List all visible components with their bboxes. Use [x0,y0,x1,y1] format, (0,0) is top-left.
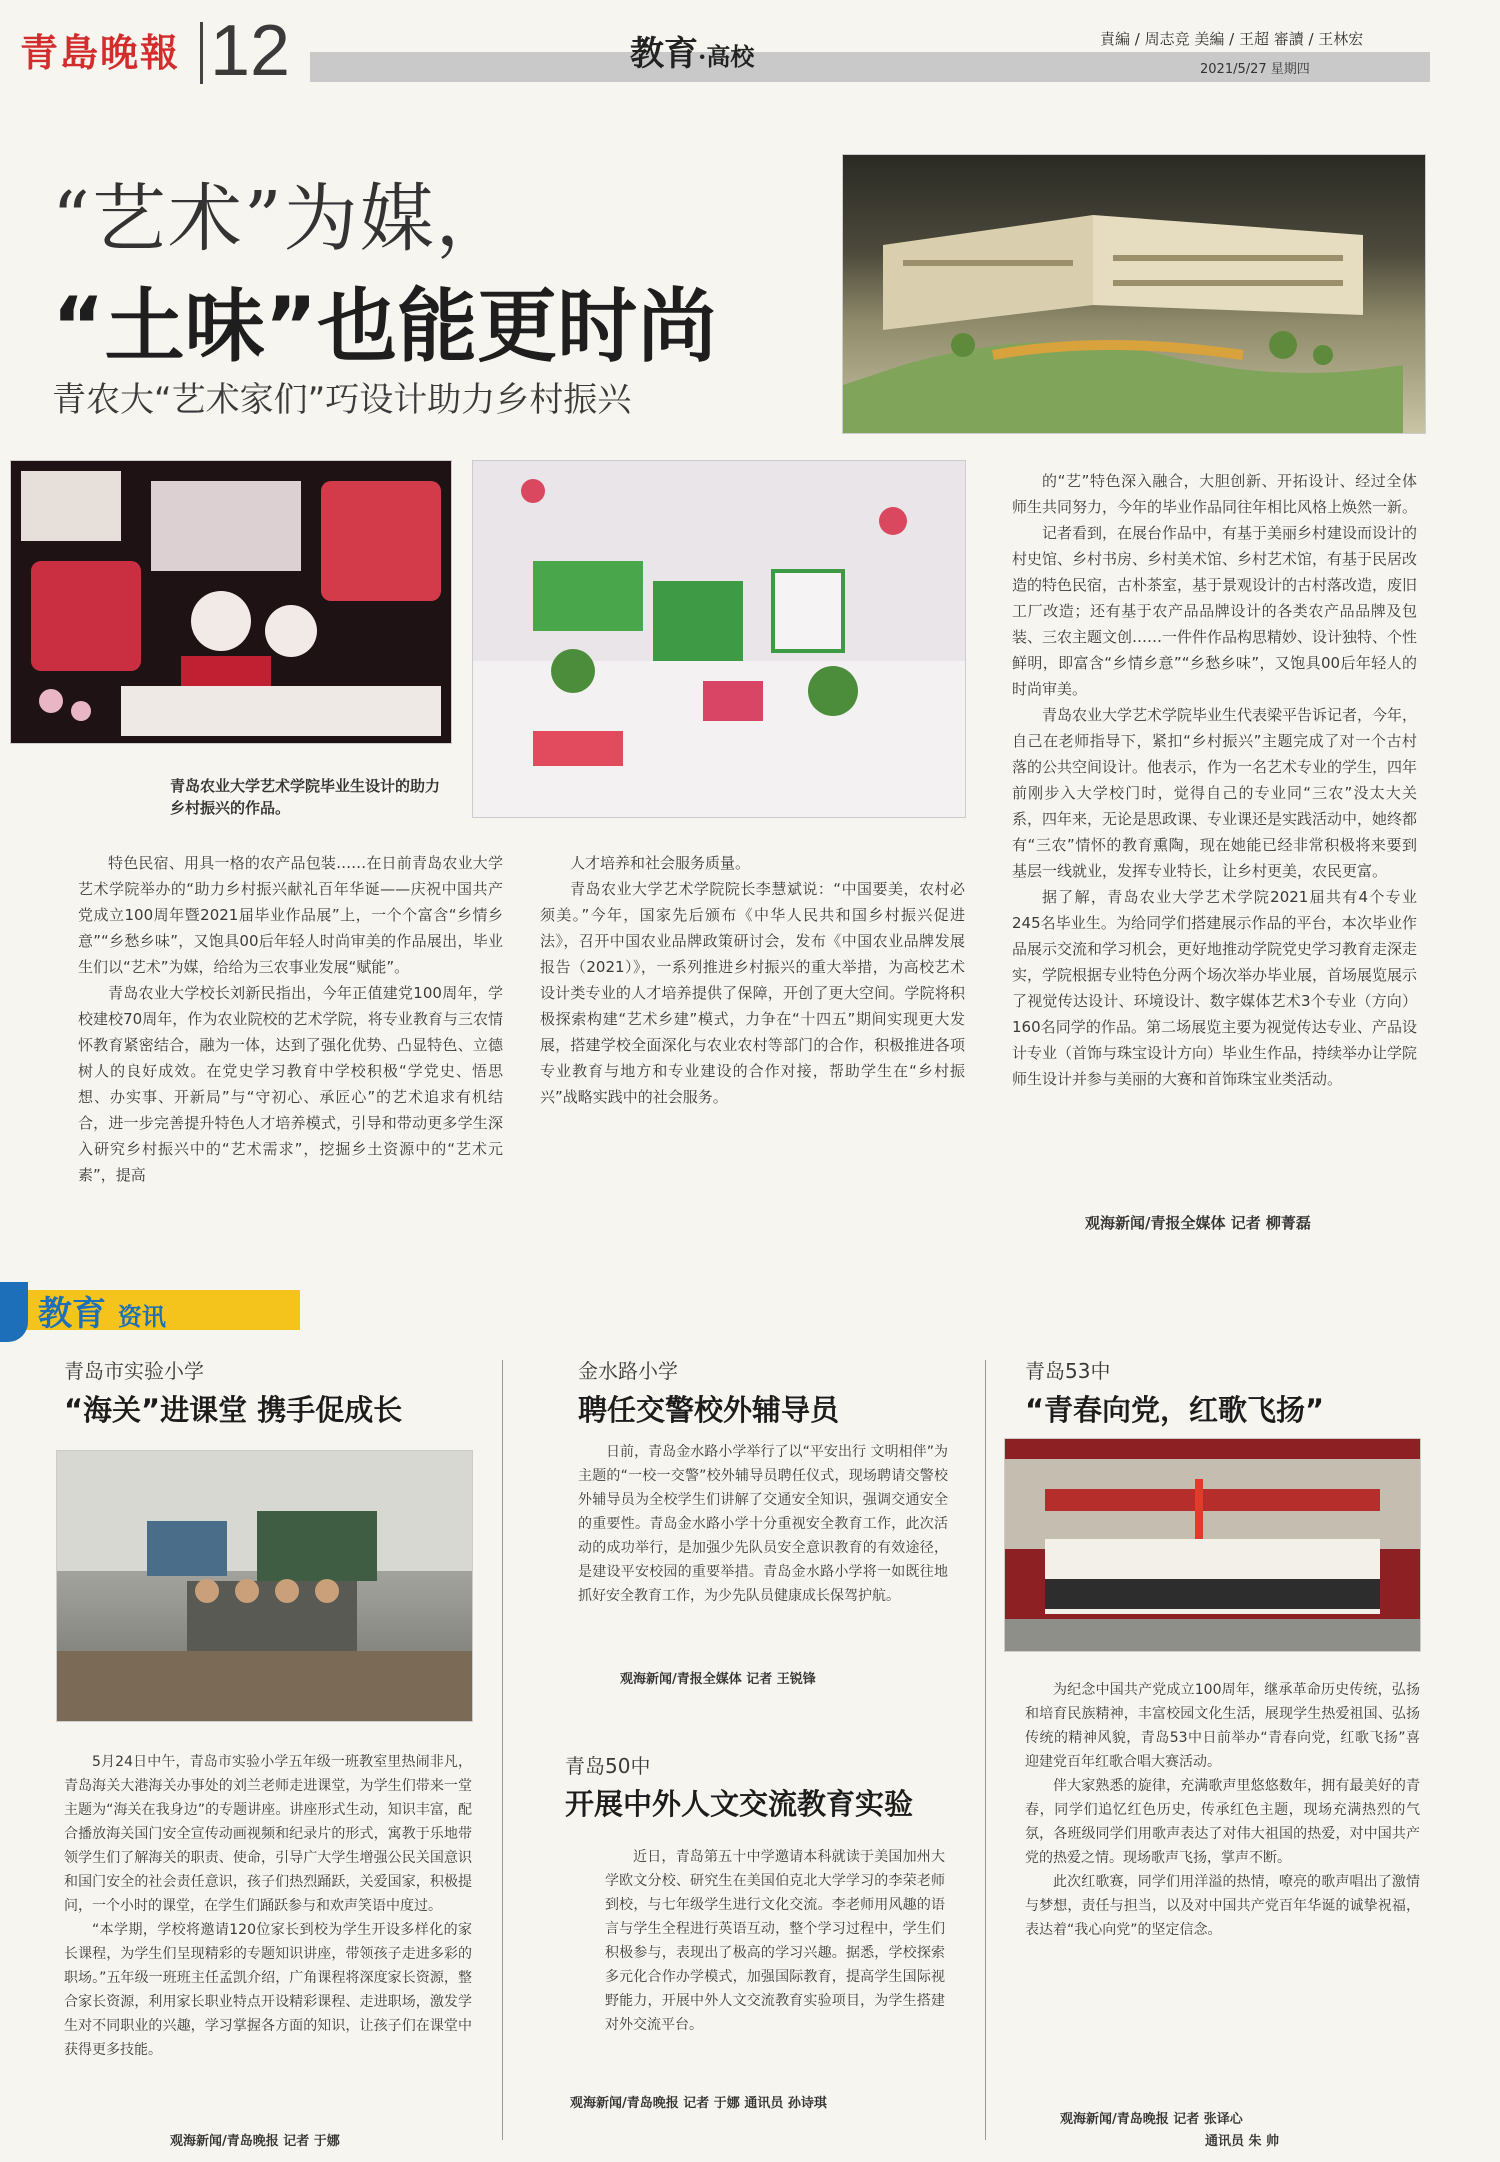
editor-credits: 責編 / 周志竞 美編 / 王超 審讀 / 王林宏 [1100,30,1364,48]
news-1-byline: 观海新闻/青岛晚报 记者 于娜 [170,2134,340,2149]
news-3-byline: 观海新闻/青岛晚报 记者 于娜 通讯员 孙诗琪 [570,2096,827,2111]
paper-cut-crafts-photo [10,460,452,744]
article-paragraph: 青岛农业大学艺术学院毕业生代表梁平告诉记者，今年，自己在老师指导下，紧扣“乡村振兴”主题完成了对一个古村落的公共空间设计。他表示，作为一名艺术专业的学生，四年前刚步入大学校门时，觉得自己的专业同“三农”没太大关系，四年来，无论是思政课、专业课还是实践活动中，她终都有“三农”情怀的教育熏陶，现在她能已经非常积极将来要到基层一线就业，发挥专业特长，让乡村更美，农民更富。 [1012,706,1418,880]
section-subname: ·高校 [698,42,755,71]
article-paragraph: 特色民宿、用具一格的农产品包装……在日前青岛农业大学艺术学院举办的“助力乡村振兴献礼百年华诞——庆祝中国共产党成立100周年暨2021届毕业作品展”上，一个个富含“乡情乡意”“乡愁乡味”，又饱具00后年轻人时尚审美的作品展出，毕业生们以“艺术”为媒，给给为三农事业发展“赋能”。 [78,854,503,976]
article-subtitle: 青农大“艺术家们”巧设计助力乡村振兴 [52,380,632,420]
headline-line-2: “土味”也能更时尚 [52,280,718,373]
news-1-school: 青岛市实验小学 [64,1359,204,1383]
news-paragraph: 近日，青岛第五十中学邀请本科就读于美国加州大学欧文分校、研究生在美国伯克北大学学习的李荣老师到校，与七年级学生进行文化交流。李老师用风趣的语言与学生全程进行英语互动，整个学习过程中，学生们积极参与，表现出了极高的学习兴趣。据悉，学校探索多元化合作办学模式，加强国际教育，提高学生国际视野能力，开展中外人文交流教育实验项目，为学生搭建对外交流平台。 [605,1849,945,2033]
news-3-school: 青岛50中 [565,1754,651,1778]
red-song-chorus-photo [1004,1438,1421,1652]
article-column-3 [1012,468,1417,1092]
news-section-subname: 资讯 [117,1302,166,1331]
news-paragraph: 此次红歌赛，同学们用洋溢的热情，嘹亮的歌声唱出了激情与梦想，责任与担当，以及对中国共产党百年华诞的诚挚祝福，表达着“我心向党”的坚定信念。 [1025,1874,1420,1938]
news-4-school: 青岛53中 [1025,1359,1111,1383]
news-4-byline-2: 通讯员 朱 帅 [1205,2134,1280,2149]
news-3-body [605,1845,945,2037]
article-paragraph: 人才培养和社会服务质量。 [570,854,751,872]
news-2-body [578,1440,948,1608]
column-divider [502,1360,503,2140]
page-number: 12 [210,11,291,91]
news-section-title [38,1286,166,1335]
news-section-ribbon [0,1282,28,1342]
column-divider [985,1360,986,2140]
news-4-byline: 观海新闻/青岛晚报 记者 张译心 [1060,2112,1243,2127]
news-1-body [64,1750,472,2062]
article-column-2 [540,850,965,1110]
header-divider [200,22,203,84]
news-paragraph: 伴大家熟悉的旋律，充满歌声里悠悠数年，拥有最美好的青春，同学们追忆红色历史，传承红色主题，现场充满热烈的气氛，各班级同学们用歌声表达了对伟大祖国的热爱，对中国共产党的热爱之情。现场歌声飞扬，掌声不断。 [1025,1778,1420,1866]
article-paragraph: 据了解，青岛农业大学艺术学院2021届共有4个专业245名毕业生。为给同学们搭建展示作品的平台，本次毕业作品展示交流和学习机会，更好地推动学院党史学习教育走深走实，学院根据专业特色分两个场次举办毕业展，首场展览展示了视觉传达设计、环境设计、数字媒体艺术3个专业（方向）160名同学的作品。第二场展览主要为视觉传达专业、产品设计专业（首饰与珠宝设计方向）毕业生作品，持续举办让学院师生设计并参与美丽的大赛和首饰珠宝业类活动。 [1012,888,1418,1088]
news-2-school: 金水路小学 [578,1359,678,1383]
article-paragraph: 的“艺”特色深入融合，大胆创新、开拓设计、经过全体师生共同努力，今年的毕业作品同往年相比风格上焕然一新。 [1012,472,1418,516]
news-4-title: “青春向党，红歌飞扬” [1025,1393,1325,1427]
article-paragraph: 记者看到，在展台作品中，有基于美丽乡村建设而设计的村史馆、乡村书房、乡村美术馆、乡村艺术馆，有基于民居改造的特色民宿，古朴茶室，基于景观设计的古村落改造，废旧工厂改造；还有基于农产品品牌设计的各类农产品品牌及包装、三农主题文创……一件件作品构思精妙、设计独特、个性鲜明，即富含“乡情乡意”“乡愁乡味”，又饱具00后年轻人的时尚审美。 [1012,524,1418,698]
news-2-title: 聘任交警校外辅导员 [578,1393,840,1427]
product-packaging-display-photo [472,460,966,818]
news-section-name: 教育 [38,1294,106,1334]
news-paragraph: 日前，青岛金水路小学举行了以“平安出行 文明相伴”为主题的“一校一交警”校外辅导员聘任仪式，现场聘请交警校外辅导员为全校学生们讲解了交通安全知识，强调交通安全的重要性。青岛金水路小学十分重视安全教育工作，此次活动的成功举行，是加强少先队员安全意识教育的有效途径，是建设平安校园的重要举措。青岛金水路小学将一如既往地抓好安全教育工作，为少先队员健康成长保驾护航。 [578,1444,948,1604]
section-title [630,26,754,75]
newspaper-masthead: 青島晚報 [20,30,181,75]
news-paragraph: “本学期，学校将邀请120位家长到校为学生开设多样化的家长课程，为学生们呈现精彩的专题知识讲座，带领孩子走进多彩的职场。”五年级一班班主任孟凯介绍，广角课程将深度家长资源，整合家长资源，利用家长职业特点开设精彩课程、走进职场，激发学生对不同职业的兴趣，学习掌握各方面的知识，让孩子们在课堂中获得更多技能。 [64,1922,472,2058]
architecture-model-photo [842,154,1426,434]
article-paragraph: 青岛农业大学校长刘新民指出，今年正值建党100周年，学校建校70周年，作为农业院校的艺术学院，将专业教育与三农情怀教育紧密结合，融为一体，达到了强化优势、凸显特色、立德树人的良好成效。在党史学习教育中学校积极“学党史、悟思想、办实事、开新局”与“守初心、承匠心”的艺术追求有机结合，进一步完善提升特色人才培养模式，引导和带动更多学生深入研究乡村振兴中的“艺术需求”，挖掘乡土资源中的“艺术元素”，提高 [78,984,503,1184]
photo-caption: 青岛农业大学艺术学院毕业生设计的助力乡村振兴的作品。 [170,777,441,817]
article-paragraph: 青岛农业大学艺术学院院长李慧斌说：“中国要美，农村必须美。”今年，国家先后颁布《中华人民共和国乡村振兴促进法》，召开中国农业品牌政策研讨会，发布《中国农业品牌发展报告（2021）》，一系列推进乡村振兴的重大举措，为高校艺术设计类专业的人才培养提供了保障，开创了更大空间。学院将积极探索构建“艺术乡建”模式，力争在“十四五”期间实现更大发展，搭建学校全面深化与农业农村等部门的合作，积极推进各项专业教育与地方和专业建设的合作对接，帮助学生在“乡村振兴”战略实践中的社会服务。 [540,880,965,1106]
headline-line-1: “艺术”为媒， [52,176,512,262]
main-article-byline: 观海新闻/青报全媒体 记者 柳菁磊 [1085,1214,1311,1232]
article-column-1 [78,850,503,1188]
issue-date: 2021/5/27 星期四 [1200,62,1310,77]
news-paragraph: 5月24日中午，青岛市实验小学五年级一班教室里热闹非凡，青岛海关大港海关办事处的刘兰老师走进课堂，为学生们带来一堂主题为“海关在我身边”的专题讲座。讲座形式生动，知识丰富，配合播放海关国门安全宣传动画视频和纪录片的形式，寓教于乐地带领学生们了解海关的职责、使命，引导广大学生增强公民关国意识和国门安全的社会责任意识，孩子们热烈踊跃，关爱国家，积极提问，一个小时的课堂，在学生们踊跃参与和欢声笑语中度过。 [64,1754,472,1914]
news-1-title: “海关”进课堂 携手促成长 [64,1393,403,1427]
news-3-title: 开展中外人文交流教育实验 [565,1787,914,1821]
news-paragraph: 为纪念中国共产党成立100周年，继承革命历史传统，弘扬和培育民族精神，丰富校园文化生活，展现学生热爱祖国、弘扬传统的精神风貌，青岛53中日前举办“青春向党，红歌飞扬”喜迎建党百年红歌合唱大赛活动。 [1025,1682,1420,1770]
news-2-byline: 观海新闻/青报全媒体 记者 王锐锋 [620,1672,816,1687]
news-4-body [1025,1678,1420,1942]
section-name: 教育 [630,34,698,74]
classroom-lecture-photo [56,1450,473,1722]
